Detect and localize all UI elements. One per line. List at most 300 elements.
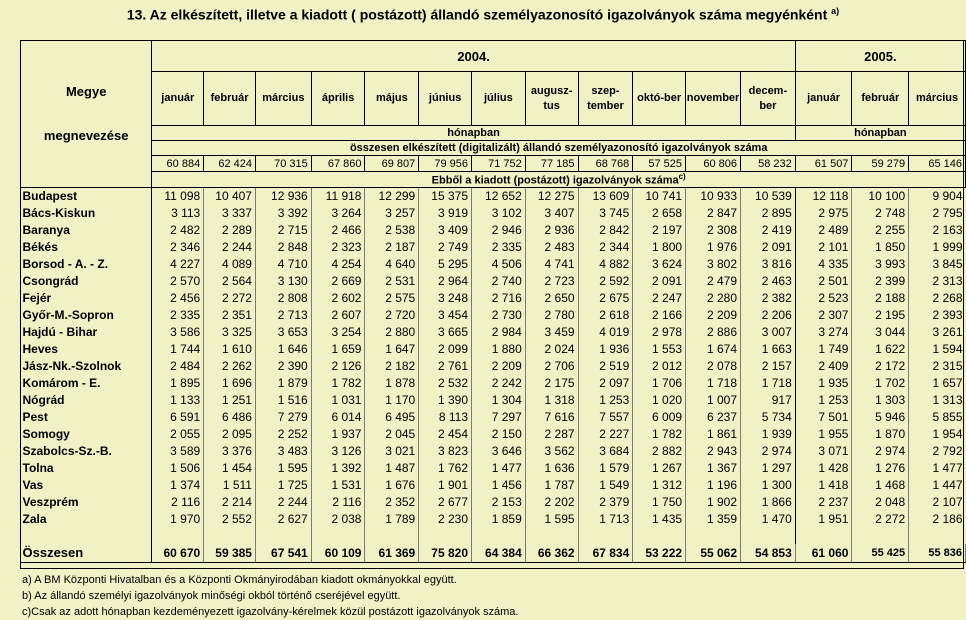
value-cell: 1 789 — [365, 511, 419, 528]
value-cell: 1 861 — [686, 426, 741, 443]
value-cell: 3 392 — [255, 205, 311, 222]
value-cell: 3 130 — [255, 273, 311, 290]
value-cell: 1 300 — [741, 477, 796, 494]
value-cell: 3 562 — [525, 443, 578, 460]
value-cell: 4 741 — [525, 256, 578, 273]
table-row — [21, 426, 966, 443]
month-header: decem-ber — [741, 72, 796, 126]
county-name: Bács-Kiskun — [21, 205, 152, 222]
value-cell: 66 362 — [525, 544, 578, 563]
table-row — [21, 409, 966, 426]
total-made-cell: 61 507 — [795, 156, 852, 172]
value-cell: 3 248 — [419, 290, 472, 307]
value-cell: 1 304 — [472, 392, 526, 409]
month-header: októ-ber — [633, 72, 686, 126]
value-cell: 1 696 — [204, 375, 256, 392]
value-cell: 12 299 — [365, 187, 419, 205]
table-row — [21, 324, 966, 341]
value-cell: 6 495 — [365, 409, 419, 426]
value-cell: 3 044 — [852, 324, 909, 341]
value-cell: 3 483 — [255, 443, 311, 460]
value-cell: 1 787 — [525, 477, 578, 494]
value-cell: 1 392 — [311, 460, 365, 477]
value-cell: 2 287 — [525, 426, 578, 443]
value-cell: 3 264 — [311, 205, 365, 222]
value-cell: 9 904 — [932, 189, 963, 204]
value-cell: 1 706 — [633, 375, 686, 392]
value-cell: 2 344 — [578, 239, 633, 256]
value-cell: 2 351 — [204, 307, 256, 324]
value-cell: 2 101 — [795, 239, 852, 256]
value-cell: 2 847 — [686, 205, 741, 222]
spacer-cell — [741, 528, 796, 544]
value-cell: 2 272 — [204, 290, 256, 307]
value-cell: 2 038 — [311, 511, 365, 528]
value-cell: 1 253 — [578, 392, 633, 409]
value-cell: 2 242 — [472, 375, 526, 392]
value-cell: 5 295 — [419, 256, 472, 273]
value-cell: 1 951 — [795, 511, 852, 528]
value-cell: 2 943 — [686, 443, 741, 460]
value-cell: 4 227 — [152, 256, 204, 273]
value-cell: 12 118 — [795, 187, 852, 205]
spacer-cell — [852, 528, 909, 544]
county-name: Veszprém — [21, 494, 152, 511]
month-unit-2004: hónapban — [152, 126, 795, 141]
value-cell: 2 519 — [578, 358, 633, 375]
value-cell: 1 674 — [686, 341, 741, 358]
value-cell: 4 019 — [578, 324, 633, 341]
month-header: március — [255, 72, 311, 126]
value-cell: 1 303 — [852, 392, 909, 409]
value-cell: 5 946 — [852, 409, 909, 426]
value-cell: 2 150 — [472, 426, 526, 443]
value-cell: 5 734 — [741, 409, 796, 426]
value-cell: 2 247 — [633, 290, 686, 307]
value-cell: 2 748 — [852, 205, 909, 222]
value-cell: 15 375 — [419, 187, 472, 205]
total-made-cell: 60 806 — [686, 156, 741, 172]
county-name: Somogy — [21, 426, 152, 443]
value-cell: 11 918 — [311, 187, 365, 205]
value-cell: 2 289 — [204, 222, 256, 239]
value-cell: 1 999 — [932, 240, 963, 255]
value-cell: 2 227 — [578, 426, 633, 443]
value-cell: 2 720 — [365, 307, 419, 324]
value-cell: 1 251 — [204, 392, 256, 409]
value-cell: 2 618 — [578, 307, 633, 324]
total-made-cell: 65 146 — [909, 156, 966, 172]
value-cell: 1 702 — [852, 375, 909, 392]
spacer-cell — [311, 528, 365, 544]
table-row — [21, 187, 966, 205]
value-cell: 13 609 — [578, 187, 633, 205]
value-cell: 1 468 — [852, 477, 909, 494]
value-cell: 3 113 — [152, 205, 204, 222]
month-header: július — [472, 72, 526, 126]
value-cell: 2 627 — [255, 511, 311, 528]
value-cell: 6 486 — [204, 409, 256, 426]
value-cell: 2 307 — [795, 307, 852, 324]
value-cell: 1 713 — [578, 511, 633, 528]
value-cell: 2 187 — [365, 239, 419, 256]
spacer-cell — [795, 528, 852, 544]
value-cell: 1 297 — [741, 460, 796, 477]
month-header: november — [686, 72, 741, 126]
spacer-cell — [909, 528, 966, 544]
spacer-cell — [419, 528, 472, 544]
value-cell: 3 459 — [525, 324, 578, 341]
value-cell: 2 308 — [686, 222, 741, 239]
value-cell: 1 367 — [686, 460, 741, 477]
value-cell: 2 244 — [204, 239, 256, 256]
value-cell: 2 713 — [255, 307, 311, 324]
value-cell: 1 267 — [633, 460, 686, 477]
value-cell: 1 939 — [741, 426, 796, 443]
value-cell: 2 675 — [578, 290, 633, 307]
spacer-cell — [21, 528, 152, 544]
value-cell: 2 780 — [525, 307, 578, 324]
value-cell: 1 418 — [795, 477, 852, 494]
month-header: június — [419, 72, 472, 126]
value-cell: 2 740 — [472, 273, 526, 290]
value-cell: 2 352 — [365, 494, 419, 511]
value-cell: 2 484 — [152, 358, 204, 375]
value-cell: 2 483 — [525, 239, 578, 256]
value-cell: 1 511 — [204, 477, 256, 494]
year-2005-header: 2005. — [795, 41, 965, 72]
total-made-cell: 59 279 — [852, 156, 909, 172]
value-cell: 1 595 — [255, 460, 311, 477]
value-cell: 2 116 — [152, 494, 204, 511]
value-cell: 2 048 — [852, 494, 909, 511]
table-row — [21, 341, 966, 358]
value-cell: 3 589 — [152, 443, 204, 460]
footnote-a: a) A BM Központi Hivatalban és a Központi Okmányirodában kiadott okmányokkal együtt. — [22, 574, 457, 586]
value-cell: 2 602 — [311, 290, 365, 307]
value-cell: 2 379 — [578, 494, 633, 511]
spacer-cell — [686, 528, 741, 544]
value-cell: 1 718 — [686, 375, 741, 392]
value-cell: 7 557 — [578, 409, 633, 426]
value-cell: 2 280 — [686, 290, 741, 307]
value-cell: 1 859 — [472, 511, 526, 528]
month-header: március — [909, 72, 966, 126]
value-cell: 11 098 — [152, 187, 204, 205]
value-cell: 2 097 — [578, 375, 633, 392]
table-row — [21, 443, 966, 460]
value-cell: 4 335 — [795, 256, 852, 273]
value-cell: 3 337 — [204, 205, 256, 222]
value-cell: 1 133 — [152, 392, 204, 409]
value-cell: 2 454 — [419, 426, 472, 443]
value-cell: 1 718 — [741, 375, 796, 392]
value-cell: 2 409 — [795, 358, 852, 375]
value-cell: 2 268 — [932, 291, 963, 306]
value-cell: 59 385 — [204, 544, 256, 563]
value-cell: 1 646 — [255, 341, 311, 358]
table-row — [21, 256, 966, 273]
value-cell: 3 684 — [578, 443, 633, 460]
value-cell: 3 845 — [932, 257, 963, 272]
value-cell: 2 842 — [578, 222, 633, 239]
value-cell: 2 723 — [525, 273, 578, 290]
total-made-cell: 67 860 — [311, 156, 365, 172]
footnote-c: c)Csak az adott hónapban kezdeményezett igazolvány-kérelmek közül postázott igazolványok száma. — [22, 606, 519, 618]
value-cell: 2 315 — [932, 359, 963, 374]
value-cell: 1 878 — [365, 375, 419, 392]
value-cell: 1 579 — [578, 460, 633, 477]
value-cell: 10 539 — [741, 187, 796, 205]
county-header-line2: megnevezése — [43, 127, 129, 143]
value-cell: 1 549 — [578, 477, 633, 494]
value-cell: 2 252 — [255, 426, 311, 443]
value-cell: 1 031 — [311, 392, 365, 409]
value-cell: 3 021 — [365, 443, 419, 460]
value-cell: 3 745 — [578, 205, 633, 222]
total-made-cell: 57 525 — [633, 156, 686, 172]
total-made-cell: 62 424 — [204, 156, 256, 172]
value-cell: 1 902 — [686, 494, 741, 511]
spacer-cell — [578, 528, 633, 544]
value-cell: 2 984 — [472, 324, 526, 341]
value-cell: 2 012 — [633, 358, 686, 375]
county-name: Baranya — [21, 222, 152, 239]
value-cell: 2 091 — [741, 239, 796, 256]
value-cell: 2 214 — [204, 494, 256, 511]
value-cell: 1 456 — [472, 477, 526, 494]
total-made-cell: 68 768 — [578, 156, 633, 172]
value-cell: 1 937 — [311, 426, 365, 443]
month-header: január — [795, 72, 852, 126]
value-cell: 2 715 — [255, 222, 311, 239]
total-made-cell: 69 807 — [365, 156, 419, 172]
value-cell: 10 933 — [686, 187, 741, 205]
value-cell: 3 254 — [311, 324, 365, 341]
value-cell: 1 470 — [741, 511, 796, 528]
table-row — [21, 290, 966, 307]
value-cell: 2 157 — [741, 358, 796, 375]
value-cell: 3 993 — [852, 256, 909, 273]
value-cell: 1 744 — [152, 341, 204, 358]
value-cell: 1 636 — [525, 460, 578, 477]
table-row — [21, 511, 966, 528]
county-name: Fejér — [21, 290, 152, 307]
value-cell: 2 107 — [932, 495, 963, 510]
value-cell: 1 762 — [419, 460, 472, 477]
value-cell: 1 782 — [633, 426, 686, 443]
value-cell: 3 919 — [419, 205, 472, 222]
value-cell: 3 816 — [741, 256, 796, 273]
value-cell: 1 318 — [525, 392, 578, 409]
spacer-cell — [255, 528, 311, 544]
value-cell: 2 880 — [365, 324, 419, 341]
value-cell: 55 425 — [852, 544, 909, 563]
value-cell: 1 870 — [852, 426, 909, 443]
value-cell: 2 808 — [255, 290, 311, 307]
total-made-cell: 79 956 — [419, 156, 472, 172]
value-cell: 2 202 — [525, 494, 578, 511]
total-row — [21, 544, 966, 563]
value-cell: 1 936 — [578, 341, 633, 358]
value-cell: 1 312 — [633, 477, 686, 494]
value-cell: 2 795 — [932, 206, 963, 221]
value-cell: 53 222 — [633, 544, 686, 563]
value-cell: 1 435 — [633, 511, 686, 528]
value-cell: 1 276 — [852, 460, 909, 477]
table-row — [21, 494, 966, 511]
county-name: Szabolcs-Sz.-B. — [21, 443, 152, 460]
value-cell: 2 974 — [852, 443, 909, 460]
value-cell: 1 976 — [686, 239, 741, 256]
table-row — [21, 392, 966, 409]
value-cell: 2 335 — [472, 239, 526, 256]
value-cell: 1 477 — [932, 461, 963, 476]
value-cell: 2 978 — [633, 324, 686, 341]
value-cell: 2 230 — [419, 511, 472, 528]
value-cell: 6 014 — [311, 409, 365, 426]
county-name: Győr-M.-Sopron — [21, 307, 152, 324]
value-cell: 1 657 — [932, 376, 963, 391]
value-cell: 1 676 — [365, 477, 419, 494]
value-cell: 2 195 — [852, 307, 909, 324]
spacer-cell — [633, 528, 686, 544]
value-cell: 2 489 — [795, 222, 852, 239]
value-cell: 1 880 — [472, 341, 526, 358]
value-cell: 2 677 — [419, 494, 472, 511]
value-cell: 1 196 — [686, 477, 741, 494]
value-cell: 2 313 — [932, 274, 963, 289]
value-cell: 3 454 — [419, 307, 472, 324]
value-cell: 3 071 — [795, 443, 852, 460]
value-cell: 2 095 — [204, 426, 256, 443]
value-cell: 1 935 — [795, 375, 852, 392]
value-cell: 2 532 — [419, 375, 472, 392]
value-cell: 1 374 — [152, 477, 204, 494]
value-cell: 2 658 — [633, 205, 686, 222]
value-cell: 1 447 — [932, 478, 963, 493]
value-cell: 2 730 — [472, 307, 526, 324]
county-name: Budapest — [21, 187, 152, 205]
value-cell: 7 501 — [795, 409, 852, 426]
value-cell: 1 506 — [152, 460, 204, 477]
value-cell: 2 592 — [578, 273, 633, 290]
value-cell: 2 272 — [852, 511, 909, 528]
value-cell: 2 024 — [525, 341, 578, 358]
county-name: Komárom - E. — [21, 375, 152, 392]
month-header: szep-tember — [578, 72, 633, 126]
table-row — [21, 375, 966, 392]
value-cell: 2 607 — [311, 307, 365, 324]
value-cell: 1 359 — [686, 511, 741, 528]
value-cell: 2 393 — [932, 308, 963, 323]
county-name: Jász-Nk.-Szolnok — [21, 358, 152, 375]
value-cell: 64 384 — [472, 544, 526, 563]
table-row — [21, 222, 966, 239]
total-made-cell: 77 185 — [525, 156, 578, 172]
value-cell: 2 466 — [311, 222, 365, 239]
value-cell: 1 170 — [365, 392, 419, 409]
value-cell: 2 761 — [419, 358, 472, 375]
value-cell: 2 706 — [525, 358, 578, 375]
value-cell: 2 206 — [741, 307, 796, 324]
value-cell: 10 100 — [852, 187, 909, 205]
value-cell: 2 099 — [419, 341, 472, 358]
value-cell: 2 237 — [795, 494, 852, 511]
value-cell: 7 616 — [525, 409, 578, 426]
value-cell: 12 652 — [472, 187, 526, 205]
value-cell: 3 102 — [472, 205, 526, 222]
value-cell: 2 552 — [204, 511, 256, 528]
county-name: Borsod - A. - Z. — [21, 256, 152, 273]
value-cell: 2 650 — [525, 290, 578, 307]
value-cell: 55 062 — [686, 544, 741, 563]
value-cell: 2 209 — [472, 358, 526, 375]
value-cell: 2 749 — [419, 239, 472, 256]
month-header: január — [152, 72, 204, 126]
footnotes — [22, 572, 518, 620]
value-cell: 2 419 — [741, 222, 796, 239]
value-cell: 2 482 — [152, 222, 204, 239]
county-name: Összesen — [21, 544, 152, 563]
value-cell: 2 895 — [741, 205, 796, 222]
value-cell: 2 182 — [365, 358, 419, 375]
value-cell: 1 313 — [932, 393, 963, 408]
spacer-cell — [152, 528, 204, 544]
value-cell: 7 279 — [255, 409, 311, 426]
value-cell: 3 646 — [472, 443, 526, 460]
value-cell: 2 886 — [686, 324, 741, 341]
spacer-cell — [365, 528, 419, 544]
value-cell: 1 428 — [795, 460, 852, 477]
value-cell: 2 716 — [472, 290, 526, 307]
value-cell: 2 091 — [633, 273, 686, 290]
value-cell: 1 487 — [365, 460, 419, 477]
value-cell: 4 710 — [255, 256, 311, 273]
spacer-cell — [204, 528, 256, 544]
value-cell: 4 640 — [365, 256, 419, 273]
data-table — [20, 40, 966, 563]
value-cell: 1 800 — [633, 239, 686, 256]
value-cell: 3 653 — [255, 324, 311, 341]
table-row — [21, 273, 966, 290]
value-cell: 1 749 — [795, 341, 852, 358]
value-cell: 3 126 — [311, 443, 365, 460]
month-header: április — [311, 72, 365, 126]
value-cell: 4 506 — [472, 256, 526, 273]
issued-label: Ebből a kiadott (postázott) igazolványok száma$^{c)}$ — [152, 172, 966, 188]
value-cell: 2 390 — [255, 358, 311, 375]
value-cell: 2 399 — [852, 273, 909, 290]
table-row — [21, 239, 966, 256]
value-cell: 2 936 — [525, 222, 578, 239]
month-header: május — [365, 72, 419, 126]
value-cell: 917 — [741, 392, 796, 409]
value-cell: 2 166 — [633, 307, 686, 324]
value-cell: 1 516 — [255, 392, 311, 409]
value-cell: 1 020 — [633, 392, 686, 409]
value-cell: 1 725 — [255, 477, 311, 494]
value-cell: 6 009 — [633, 409, 686, 426]
value-cell: 1 663 — [741, 341, 796, 358]
value-cell: 1 594 — [932, 342, 963, 357]
value-cell: 55 836 — [909, 544, 966, 563]
value-cell: 2 209 — [686, 307, 741, 324]
value-cell: 1 850 — [852, 239, 909, 256]
value-cell: 2 346 — [152, 239, 204, 256]
table-title: 13. Az elkészített, illetve a kiadott ( postázott) állandó személyazonosító igazolványok száma megyénként $^{a)}$ — [126, 6, 840, 23]
value-cell: 1 647 — [365, 341, 419, 358]
